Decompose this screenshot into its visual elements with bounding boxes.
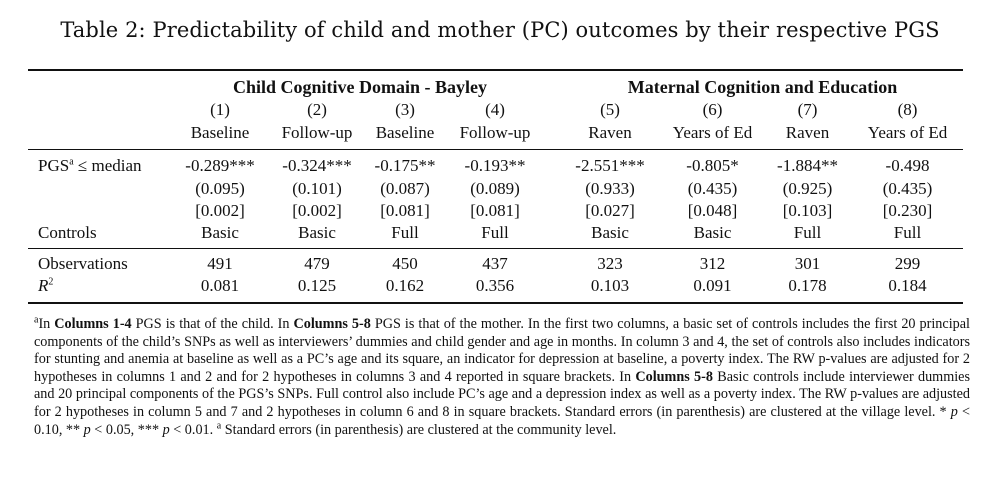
column-name-row bbox=[0, 122, 1000, 144]
observations-cell: 312 bbox=[699, 254, 726, 273]
pgs-row-label bbox=[38, 155, 142, 177]
controls-cell: Basic bbox=[201, 223, 239, 242]
notes-text: < 0.10, ** bbox=[34, 403, 970, 438]
coef-cell: -0.289*** bbox=[185, 156, 255, 175]
se-cell: (0.925) bbox=[782, 179, 833, 198]
group-header-mother: Maternal Cognition and Education bbox=[627, 77, 898, 97]
notes-p: p bbox=[162, 421, 170, 438]
pgs-label-sup: a bbox=[69, 156, 74, 168]
observations-cell: 301 bbox=[794, 254, 821, 273]
controls-cell: Basic bbox=[298, 223, 336, 242]
r2-cell: 0.356 bbox=[475, 276, 515, 295]
header-rule bbox=[28, 149, 963, 150]
column-name: Baseline bbox=[375, 123, 435, 142]
column-number: (6) bbox=[702, 100, 723, 119]
controls-cell: Basic bbox=[693, 223, 732, 242]
rw-cell: [0.027] bbox=[585, 201, 635, 220]
observations-cell: 491 bbox=[207, 254, 233, 273]
se-cell: (0.101) bbox=[292, 179, 342, 198]
column-number: (7) bbox=[797, 100, 818, 119]
controls-row bbox=[0, 222, 1000, 244]
notes-bold: Columns 1-4 bbox=[54, 316, 132, 332]
notes-text: < 0.01. bbox=[169, 421, 217, 438]
notes-text: Basic controls include interviewer dummies and 20 principal components of the PGS’s SNPs. Full control also include PC’s age and a depression index as well as a poverty index. The RW p-values are adjusted for 2 hypotheses in column 5 and 7 and 2 hypotheses in column 6 and 8 in square brackets. Standard errors (in parenthesis) are clustered at the village level. * bbox=[34, 368, 970, 420]
controls-cell: Full bbox=[793, 223, 822, 242]
table-notes bbox=[34, 316, 970, 439]
r2-row bbox=[0, 275, 1000, 297]
table-caption: Table 2: Predictability of child and mother (PC) outcomes by their respective PGS bbox=[60, 18, 940, 42]
top-rule bbox=[28, 69, 963, 71]
column-name: Baseline bbox=[190, 123, 250, 142]
coef-cell: -0.193** bbox=[464, 156, 526, 175]
column-name: Raven bbox=[785, 123, 830, 142]
observations-cell: 450 bbox=[392, 254, 418, 273]
rw-pvalue-row bbox=[0, 200, 1000, 222]
column-name: Years of Ed bbox=[867, 123, 948, 142]
se-cell: (0.089) bbox=[470, 179, 520, 198]
column-name: Raven bbox=[588, 123, 632, 142]
r2-cell: 0.103 bbox=[590, 276, 630, 295]
pgs-coef-row bbox=[0, 155, 1000, 177]
coef-cell: -0.805* bbox=[686, 156, 739, 175]
r2-cell: 0.091 bbox=[693, 276, 732, 295]
coef-cell: -0.324*** bbox=[282, 156, 352, 175]
pgs-label-tail: ≤ median bbox=[73, 156, 142, 175]
column-number: (2) bbox=[307, 100, 327, 119]
notes-text: PGS is that of the mother. In the first two columns, a basic set of controls includes the first 20 principal components of the child’s SNPs as well as interviewers’ dummies and child gender and age in months. In column 3 and 4, the set of controls also includes indicators for stunting and anemia at baseline as well as a PC’s age and its square, an indicator for depression at baseline, a poverty index. The RW p-values are adjusted for 2 hypotheses in columns 1 and 2 and for 2 hypotheses in columns 3 and 4 reported in square brackets. In bbox=[34, 316, 970, 385]
rw-cell: [0.081] bbox=[380, 201, 430, 220]
coef-cell: -1.884** bbox=[777, 156, 838, 175]
notes-bold: Columns 5-8 bbox=[635, 368, 713, 385]
notes-p: p bbox=[83, 421, 91, 438]
rw-cell: [0.081] bbox=[470, 201, 520, 220]
controls-cell: Full bbox=[391, 223, 419, 242]
column-number: (4) bbox=[485, 100, 505, 119]
r2-cell: 0.125 bbox=[297, 276, 337, 295]
coef-cell: -0.175** bbox=[374, 156, 436, 175]
controls-cell: Full bbox=[481, 223, 509, 242]
rw-cell: [0.048] bbox=[687, 201, 738, 220]
notes-p: p bbox=[950, 403, 958, 420]
coef-cell: -2.551*** bbox=[575, 156, 645, 175]
pgs-label-text: PGS bbox=[38, 156, 70, 175]
column-name: Follow-up bbox=[459, 123, 531, 142]
notes-text: In bbox=[38, 316, 55, 332]
r2-label bbox=[38, 275, 53, 297]
se-cell: (0.087) bbox=[380, 179, 430, 198]
r2-label-base: R bbox=[38, 276, 49, 295]
observations-row bbox=[0, 253, 1000, 275]
se-cell: (0.933) bbox=[585, 179, 635, 198]
r2-cell: 0.178 bbox=[788, 276, 827, 295]
rw-cell: [0.230] bbox=[882, 201, 933, 220]
column-number: (3) bbox=[395, 100, 415, 119]
notes-text: < 0.05, *** bbox=[90, 421, 163, 438]
observations-cell: 323 bbox=[597, 254, 623, 273]
rw-cell: [0.002] bbox=[195, 201, 245, 220]
rw-cell: [0.002] bbox=[292, 201, 342, 220]
se-row bbox=[0, 178, 1000, 200]
notes-text: PGS is that of the child. In bbox=[131, 316, 294, 332]
bottom-rule bbox=[28, 302, 963, 304]
observations-cell: 479 bbox=[304, 254, 330, 273]
group-header-child: Child Cognitive Domain - Bayley bbox=[232, 77, 487, 97]
r2-cell: 0.081 bbox=[200, 276, 240, 295]
coef-cell: -0.498 bbox=[885, 156, 930, 175]
observations-cell: 437 bbox=[482, 254, 508, 273]
se-cell: (0.435) bbox=[882, 179, 933, 198]
notes-text: Standard errors (in parenthesis) are clustered at the community level. bbox=[221, 421, 617, 438]
observations-label: Observations bbox=[38, 254, 128, 273]
se-cell: (0.435) bbox=[687, 179, 738, 198]
mid-rule bbox=[28, 248, 963, 249]
se-cell: (0.095) bbox=[195, 179, 245, 198]
column-number: (1) bbox=[210, 100, 230, 119]
r2-cell: 0.184 bbox=[888, 276, 927, 295]
r2-label-sup: 2 bbox=[48, 276, 54, 288]
column-number: (5) bbox=[600, 100, 620, 119]
observations-cell: 299 bbox=[894, 254, 921, 273]
notes-bold: Columns 5-8 bbox=[293, 316, 371, 332]
column-name: Follow-up bbox=[281, 123, 353, 142]
column-number-row bbox=[0, 99, 1000, 121]
controls-cell: Basic bbox=[591, 223, 629, 242]
column-name: Years of Ed bbox=[672, 123, 753, 142]
column-number: (8) bbox=[897, 100, 918, 119]
r2-cell: 0.162 bbox=[385, 276, 425, 295]
notes-marker: a bbox=[216, 419, 222, 431]
controls-label: Controls bbox=[38, 223, 97, 242]
controls-cell: Full bbox=[893, 223, 922, 242]
rw-cell: [0.103] bbox=[782, 201, 833, 220]
notes-marker: a bbox=[34, 314, 39, 326]
